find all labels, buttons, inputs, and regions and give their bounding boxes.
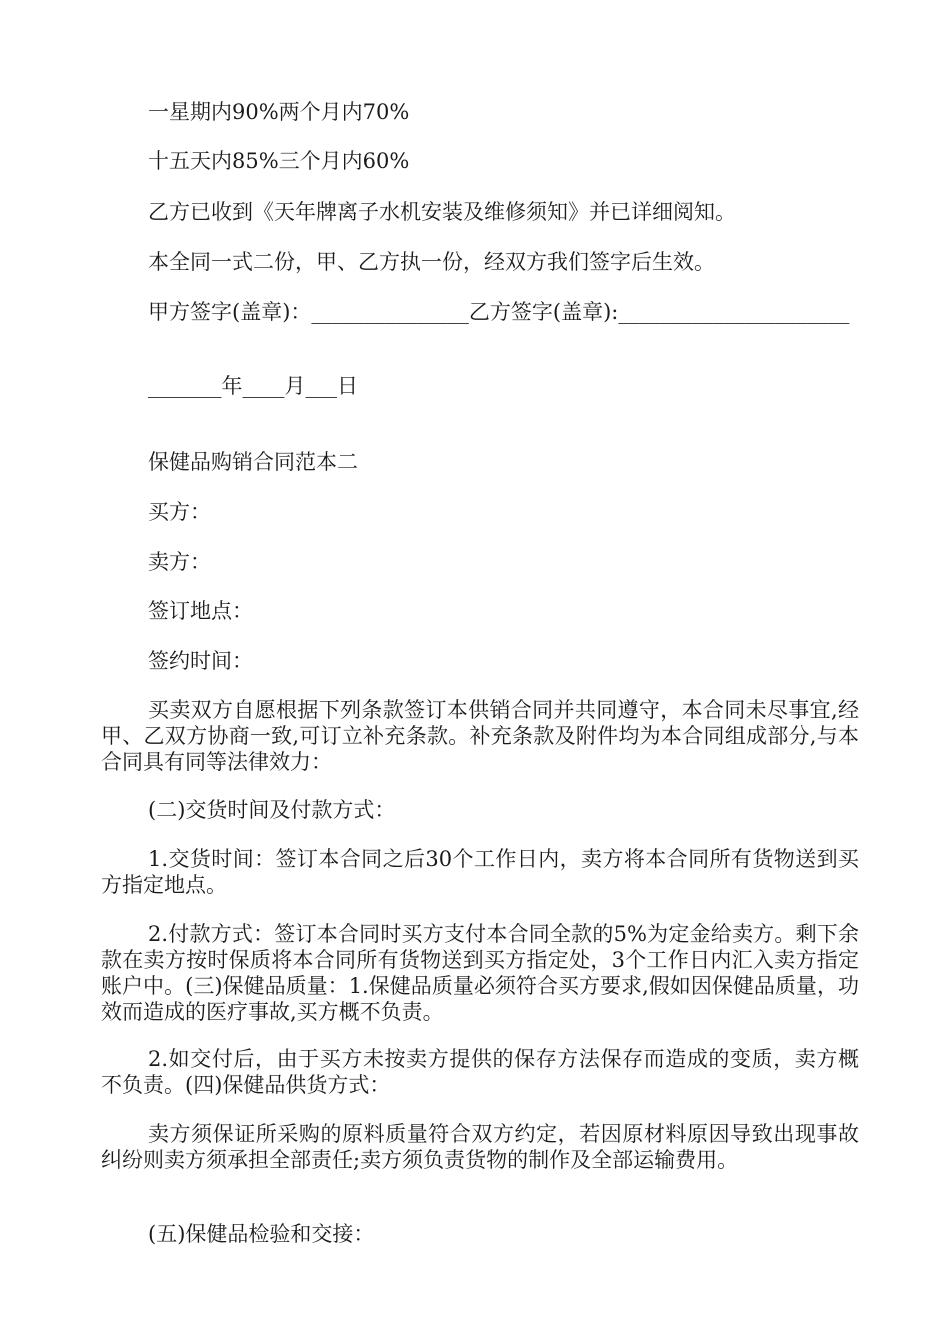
date-line: _______年____月___日: [148, 374, 358, 398]
copies-line: 本全同一式二份，甲、乙方执一份，经双方我们签字后生效。: [148, 250, 715, 274]
storage-paragraph: 2.如交付后，由于买方未按卖方提供的保存方法保存而造成的变质，卖方概不负责。(四)保健品供货方式：: [101, 1047, 859, 1097]
rate-line-2: 十五天内85%三个月内60%: [148, 149, 410, 173]
notice-received-line: 乙方已收到《天年牌离子水机安装及维修须知》并已详细阅知。: [148, 200, 736, 224]
payment-paragraph: 2.付款方式：签订本合同时买方支付本合同全款的5%为定金给卖方。剩下余款在卖方按时保质将本合同所有货物送到买方指定处，3个工作日内汇入卖方指定账户中。(三)保健品质量：1.保健品质量必须符合买方要求,假如因保健品质量，功效而造成的医疗事故,买方概不负责。: [101, 922, 859, 1024]
materials-paragraph: 卖方须保证所采购的原料质量符合双方约定，若因原材料原因导致出现事故纠纷则卖方须承担全部责任;卖方须负责货物的制作及全部运输费用。: [101, 1122, 859, 1172]
seller-line: 卖方：: [148, 550, 211, 574]
signing-time-line: 签约时间：: [148, 649, 253, 673]
signature-line: 甲方签字(盖章)：_______________乙方签字(盖章):______________________: [148, 300, 850, 324]
section-5-heading: (五)保健品检验和交接：: [148, 1222, 375, 1246]
section-title: 保健品购销合同范本二: [148, 450, 358, 474]
delivery-paragraph: 1.交货时间：签订本合同之后30个工作日内，卖方将本合同所有货物送到买方指定地点。: [101, 847, 859, 897]
buyer-line: 买方：: [148, 500, 211, 524]
signing-place-line: 签订地点：: [148, 599, 253, 623]
section-2-heading: (二)交货时间及付款方式：: [148, 798, 396, 822]
intro-paragraph: 买卖双方自愿根据下列条款签订本供销合同并共同遵守，本合同未尽事宜,经甲、乙双方协商一致,可订立补充条款。补充条款及附件均为本合同组成部分,与本合同具有同等法律效力：: [101, 698, 859, 774]
rate-line-1: 一星期内90%两个月内70%: [148, 100, 410, 124]
